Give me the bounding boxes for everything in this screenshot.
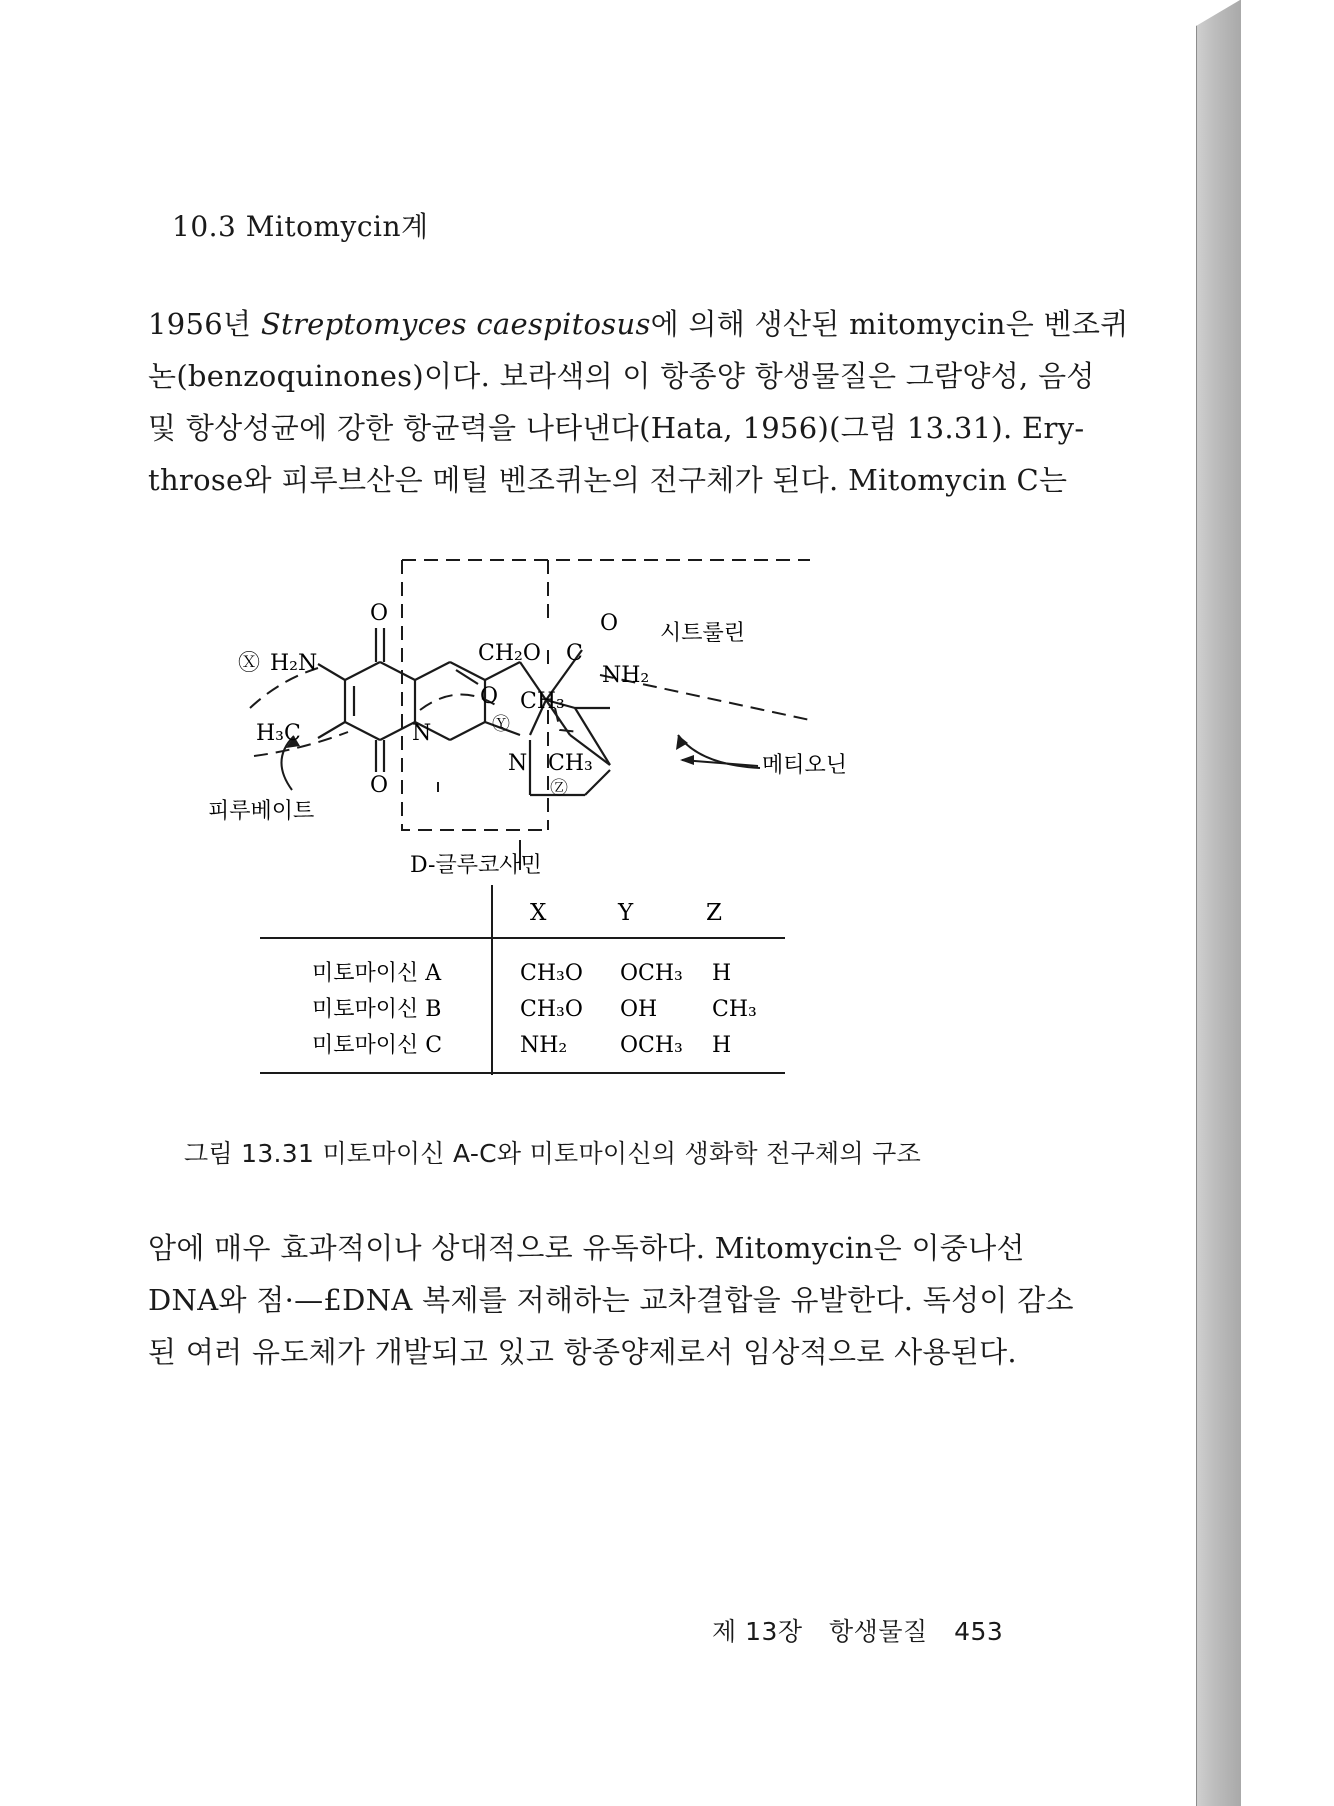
- table-cell: OCH₃: [620, 961, 683, 986]
- oxygen-label: O: [370, 601, 389, 626]
- text-run: 1956년: [148, 307, 261, 341]
- table-cell: OH: [620, 997, 658, 1022]
- chapter-title: 항생물질: [829, 1617, 928, 1646]
- glucosamine-label: D-글루코사민: [410, 853, 542, 878]
- carbonyl-carbon-label: C: [566, 641, 583, 666]
- mitomycin-structure-figure: [208, 560, 870, 1080]
- z-position-mark: Ⓩ: [550, 778, 568, 799]
- body-paragraph: [148, 1222, 1074, 1378]
- paragraph-line: 및 항상성균에 강한 항균력을 나타낸다(Hata, 1956)(그림 13.31). Ery-: [148, 411, 1085, 445]
- y-position-mark: Ⓨ: [492, 714, 510, 735]
- citrulline-label: 시트룰린: [660, 621, 746, 646]
- structure-diagram: [208, 560, 870, 1080]
- methylene-oxy-label: CH₂O: [478, 641, 541, 666]
- paragraph-line: 암에 매우 효과적이나 상대적으로 유독하다. Mitomycin은 이중나선: [148, 1231, 1025, 1265]
- table-cell: H: [712, 961, 732, 986]
- table-header-z: Z: [706, 900, 722, 926]
- page-number: 453: [954, 1617, 1004, 1646]
- carbamoyl-amine-label: NH₂: [602, 663, 650, 688]
- intro-paragraph: [148, 298, 1129, 506]
- species-name: Streptomyces caespitosus: [260, 307, 651, 341]
- chapter-label: 제 13장: [712, 1617, 803, 1646]
- nitrogen-label: N: [412, 721, 432, 746]
- page-footer: [712, 1612, 1003, 1648]
- table-row-name: 미토마이신 B: [312, 997, 442, 1022]
- aziridine-nitrogen-label: N: [508, 751, 528, 776]
- table-cell: H: [712, 1033, 732, 1058]
- methoxy-methyl-label: CH₃: [520, 689, 565, 714]
- section-heading: 10.3 Mitomycin계: [172, 210, 429, 243]
- x-position-mark: Ⓧ: [238, 651, 261, 676]
- spine-corner: [1196, 0, 1240, 26]
- table-cell: CH₃O: [520, 961, 583, 986]
- table-cell: CH₃O: [520, 997, 583, 1022]
- methoxy-oxygen-label: O: [480, 684, 499, 709]
- oxygen-label: O: [370, 773, 389, 798]
- table-cell: CH₃: [712, 997, 757, 1022]
- table-header-x: X: [530, 900, 547, 926]
- methyl-group-label: H₃C: [256, 721, 301, 746]
- table-cell: OCH₃: [620, 1033, 683, 1058]
- table-header-y: Y: [618, 900, 634, 926]
- paragraph-line: DNA와 점·—£DNA 복제를 저해하는 교차결합을 유발한다. 독성이 감소: [148, 1283, 1074, 1317]
- figure-caption: 그림 13.31 미토마이신 A-C와 미토마이신의 생화학 전구체의 구조: [184, 1139, 922, 1168]
- table-row-name: 미토마이신 C: [312, 1033, 443, 1058]
- text-run: 에 의해 생산된 mitomycin은 벤조퀴: [650, 307, 1129, 341]
- paragraph-line: 논(benzoquinones)이다. 보라색의 이 항종양 항생물질은 그람양성, 음성: [148, 359, 1095, 393]
- methionine-label: 메티오닌: [762, 753, 848, 778]
- book-spine-edge: [1196, 0, 1241, 1806]
- paragraph-line: throse와 피루브산은 메틸 벤조퀴논의 전구체가 된다. Mitomycin C는: [148, 463, 1068, 497]
- paragraph-line: 된 여러 유도체가 개발되고 있고 항종양제로서 임상적으로 사용된다.: [148, 1335, 1017, 1369]
- paragraph-line: [148, 298, 1129, 350]
- pyruvate-label: 피루베이트: [208, 799, 315, 824]
- table-cell: NH₂: [520, 1033, 568, 1058]
- carbonyl-oxygen-label: O: [600, 611, 619, 636]
- amino-group-label: H₂N: [270, 651, 318, 676]
- n-methyl-label: CH₃: [548, 751, 593, 776]
- table-row-name: 미토마이신 A: [312, 961, 442, 986]
